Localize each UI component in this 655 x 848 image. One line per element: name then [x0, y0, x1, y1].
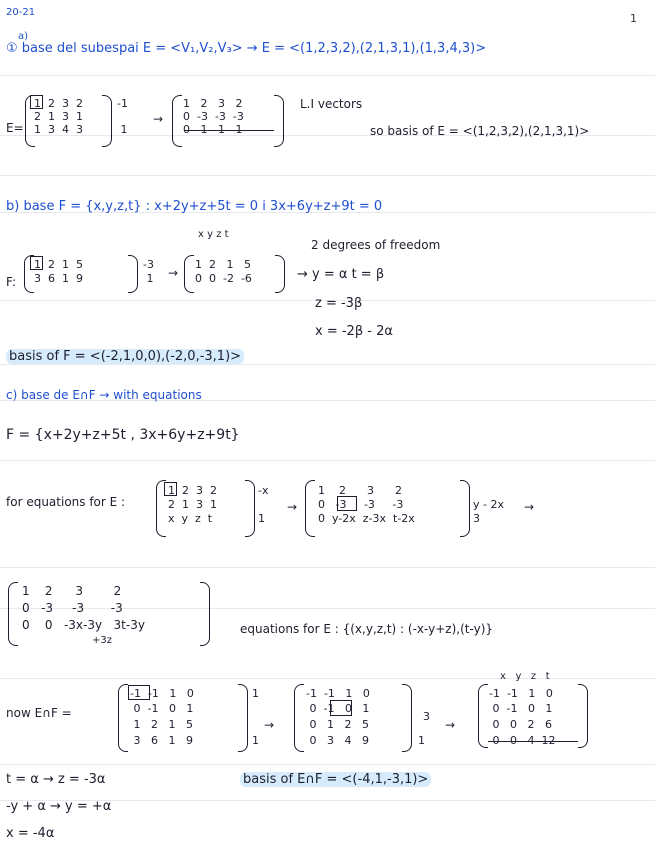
matrix-row: 1 3 4 3	[34, 123, 83, 136]
matrix-bracket-left	[118, 684, 128, 752]
matrix-row: 0 0 -2 -6	[195, 272, 252, 285]
row-operation: 1	[252, 687, 259, 700]
page-number: 1	[630, 12, 637, 25]
ruled-line	[0, 175, 655, 176]
row-operation: 1	[117, 123, 128, 136]
param-line: -y + α → y = +α	[6, 799, 112, 814]
pivot-box	[337, 496, 357, 511]
row-operation: 1	[252, 734, 259, 747]
matrix-row: 3 6 1 9	[130, 734, 193, 747]
matrix-row: 0 0 -3x-3y 3t-3y	[22, 618, 145, 632]
matrix-bracket-right	[238, 684, 248, 752]
arrow: →	[168, 266, 179, 280]
row-operation: 1	[418, 734, 425, 747]
matrix-row: 0 -1 0 1	[130, 702, 194, 715]
matrix-row: 0 -3 -3 -3	[22, 601, 123, 615]
date: 20-21	[6, 7, 36, 18]
pivot-box	[128, 685, 150, 700]
matrix-row: 1 2 3 2	[318, 484, 402, 497]
matrix-row: 1 2 3 2	[183, 97, 243, 110]
matrix-label-f: F:	[6, 275, 17, 289]
solution-line: x = -2β - 2α	[315, 324, 393, 339]
ruled-line	[0, 764, 655, 765]
basis-e: so basis of E = <(1,2,3,2),(2,1,3,1)>	[370, 124, 590, 138]
matrix-row: 1 2 3 2	[168, 484, 217, 497]
pivot-box	[164, 482, 177, 496]
part-a-title: ① base del subespai E = <V₁,V₂,V₃> → E = <(1,2,3,2),(2,1,3,1),(1,3,4,3)>	[6, 41, 487, 56]
var-header: x y z t	[198, 229, 229, 240]
arrow: →	[287, 500, 298, 514]
basis-e-cap-f	[240, 773, 431, 787]
matrix-row: 0 -1 0 1	[306, 702, 370, 715]
matrix-bracket-left	[294, 684, 304, 752]
arrow: →	[524, 500, 535, 514]
matrix-bracket-right	[128, 255, 138, 293]
var-header: x y z t	[500, 671, 550, 682]
arrow: →	[445, 718, 456, 732]
f-equations: F = {x+2y+z+5t , 3x+6y+z+9t}	[6, 427, 240, 443]
matrix-row: 1 2 1 5	[130, 718, 193, 731]
matrix-row: +3z	[92, 635, 112, 646]
part-b-title: b) base F = {x,y,z,t} : x+2y+z+5t = 0 i 3x+6y+z+9t = 0	[6, 199, 383, 214]
strike-line	[488, 741, 578, 742]
matrix-bracket-right	[402, 684, 412, 752]
strike-line	[184, 130, 274, 131]
row-operation: 1	[258, 512, 265, 525]
matrix-bracket-left	[184, 255, 194, 293]
matrix-bracket-right	[460, 480, 470, 537]
matrix-row: 0 -3 -3 -3	[318, 498, 404, 511]
param-line: x = -4α	[6, 826, 55, 841]
matrix-row: 2 1 3 1	[168, 498, 217, 511]
matrix-bracket-right	[245, 480, 255, 537]
row-operation: -x	[258, 484, 269, 497]
degrees-note: 2 degrees of freedom	[311, 238, 441, 252]
row-operation: -3	[143, 258, 154, 271]
part-c-title: c) base de E∩F → with equations	[6, 388, 202, 402]
matrix-row: 0 3 4 9	[306, 734, 369, 747]
basis-f-text: basis of F = <(-2,1,0,0),(-2,0,-3,1)>	[6, 349, 244, 364]
matrix-bracket-left	[8, 582, 18, 646]
solution-line: → y = α t = β	[297, 267, 385, 282]
matrix-row: 0 -1 0 1	[489, 702, 553, 715]
matrix-row: x y z t	[168, 512, 213, 525]
arrow: →	[264, 718, 275, 732]
li-note: L.I vectors	[300, 97, 363, 111]
matrix-row: 0 0 2 6	[489, 718, 552, 731]
ruled-line	[0, 567, 655, 568]
solution-line: z = -3β	[315, 296, 363, 311]
matrix-row: 3 6 1 9	[34, 272, 83, 285]
matrix-row: 1 2 3 2	[22, 584, 122, 598]
row-operation: 1	[143, 272, 154, 285]
ruled-line	[0, 678, 655, 679]
equations-for-e: equations for E : {(x,y,z,t) : (-x-y+z),(t-y)}	[240, 622, 494, 636]
ruled-line	[0, 364, 655, 365]
part-a-letter: a)	[18, 31, 29, 42]
now-e-cap-f-label: now E∩F =	[6, 706, 72, 720]
matrix-bracket-left	[172, 95, 182, 147]
ruled-line	[0, 75, 655, 76]
matrix-bracket-left	[305, 480, 315, 537]
matrix-row: 0 1 2 5	[306, 718, 369, 731]
ruled-line	[0, 460, 655, 461]
row-operation: 3	[423, 710, 430, 723]
basis-e-cap-f-text: basis of E∩F = <(-4,1,-3,1)>	[240, 772, 431, 787]
row-operation: y - 2x	[473, 498, 504, 511]
pivot-box	[30, 256, 43, 270]
matrix-row: 1 2 3 2	[34, 97, 83, 110]
matrix-bracket-right	[200, 582, 210, 646]
matrix-bracket-right	[102, 95, 112, 147]
matrix-bracket-right	[578, 684, 588, 748]
pivot-box	[330, 700, 352, 716]
arrow: →	[153, 112, 164, 126]
matrix-row: -1 -1 1 0	[130, 687, 194, 700]
matrix-row: 0 -3 -3 -3	[183, 110, 244, 123]
matrix-bracket-right	[274, 95, 284, 147]
matrix-row: 1 2 1 5	[34, 258, 83, 271]
matrix-row: 0 y-2x z-3x t-2x	[318, 512, 415, 525]
equations-for-e-label: for equations for E :	[6, 495, 126, 509]
basis-f	[6, 350, 244, 364]
matrix-bracket-right	[275, 255, 285, 293]
matrix-label-e: E=	[6, 121, 24, 135]
matrix-bracket-left	[478, 684, 488, 748]
matrix-row: -1 -1 1 0	[489, 687, 553, 700]
matrix-row: 1 2 1 5	[195, 258, 251, 271]
row-operation: -1	[117, 97, 128, 110]
param-line: t = α → z = -3α	[6, 772, 106, 787]
matrix-row: -1 -1 1 0	[306, 687, 370, 700]
pivot-box	[30, 95, 43, 109]
row-operation: 3	[473, 512, 480, 525]
matrix-row: 2 1 3 1	[34, 110, 83, 123]
